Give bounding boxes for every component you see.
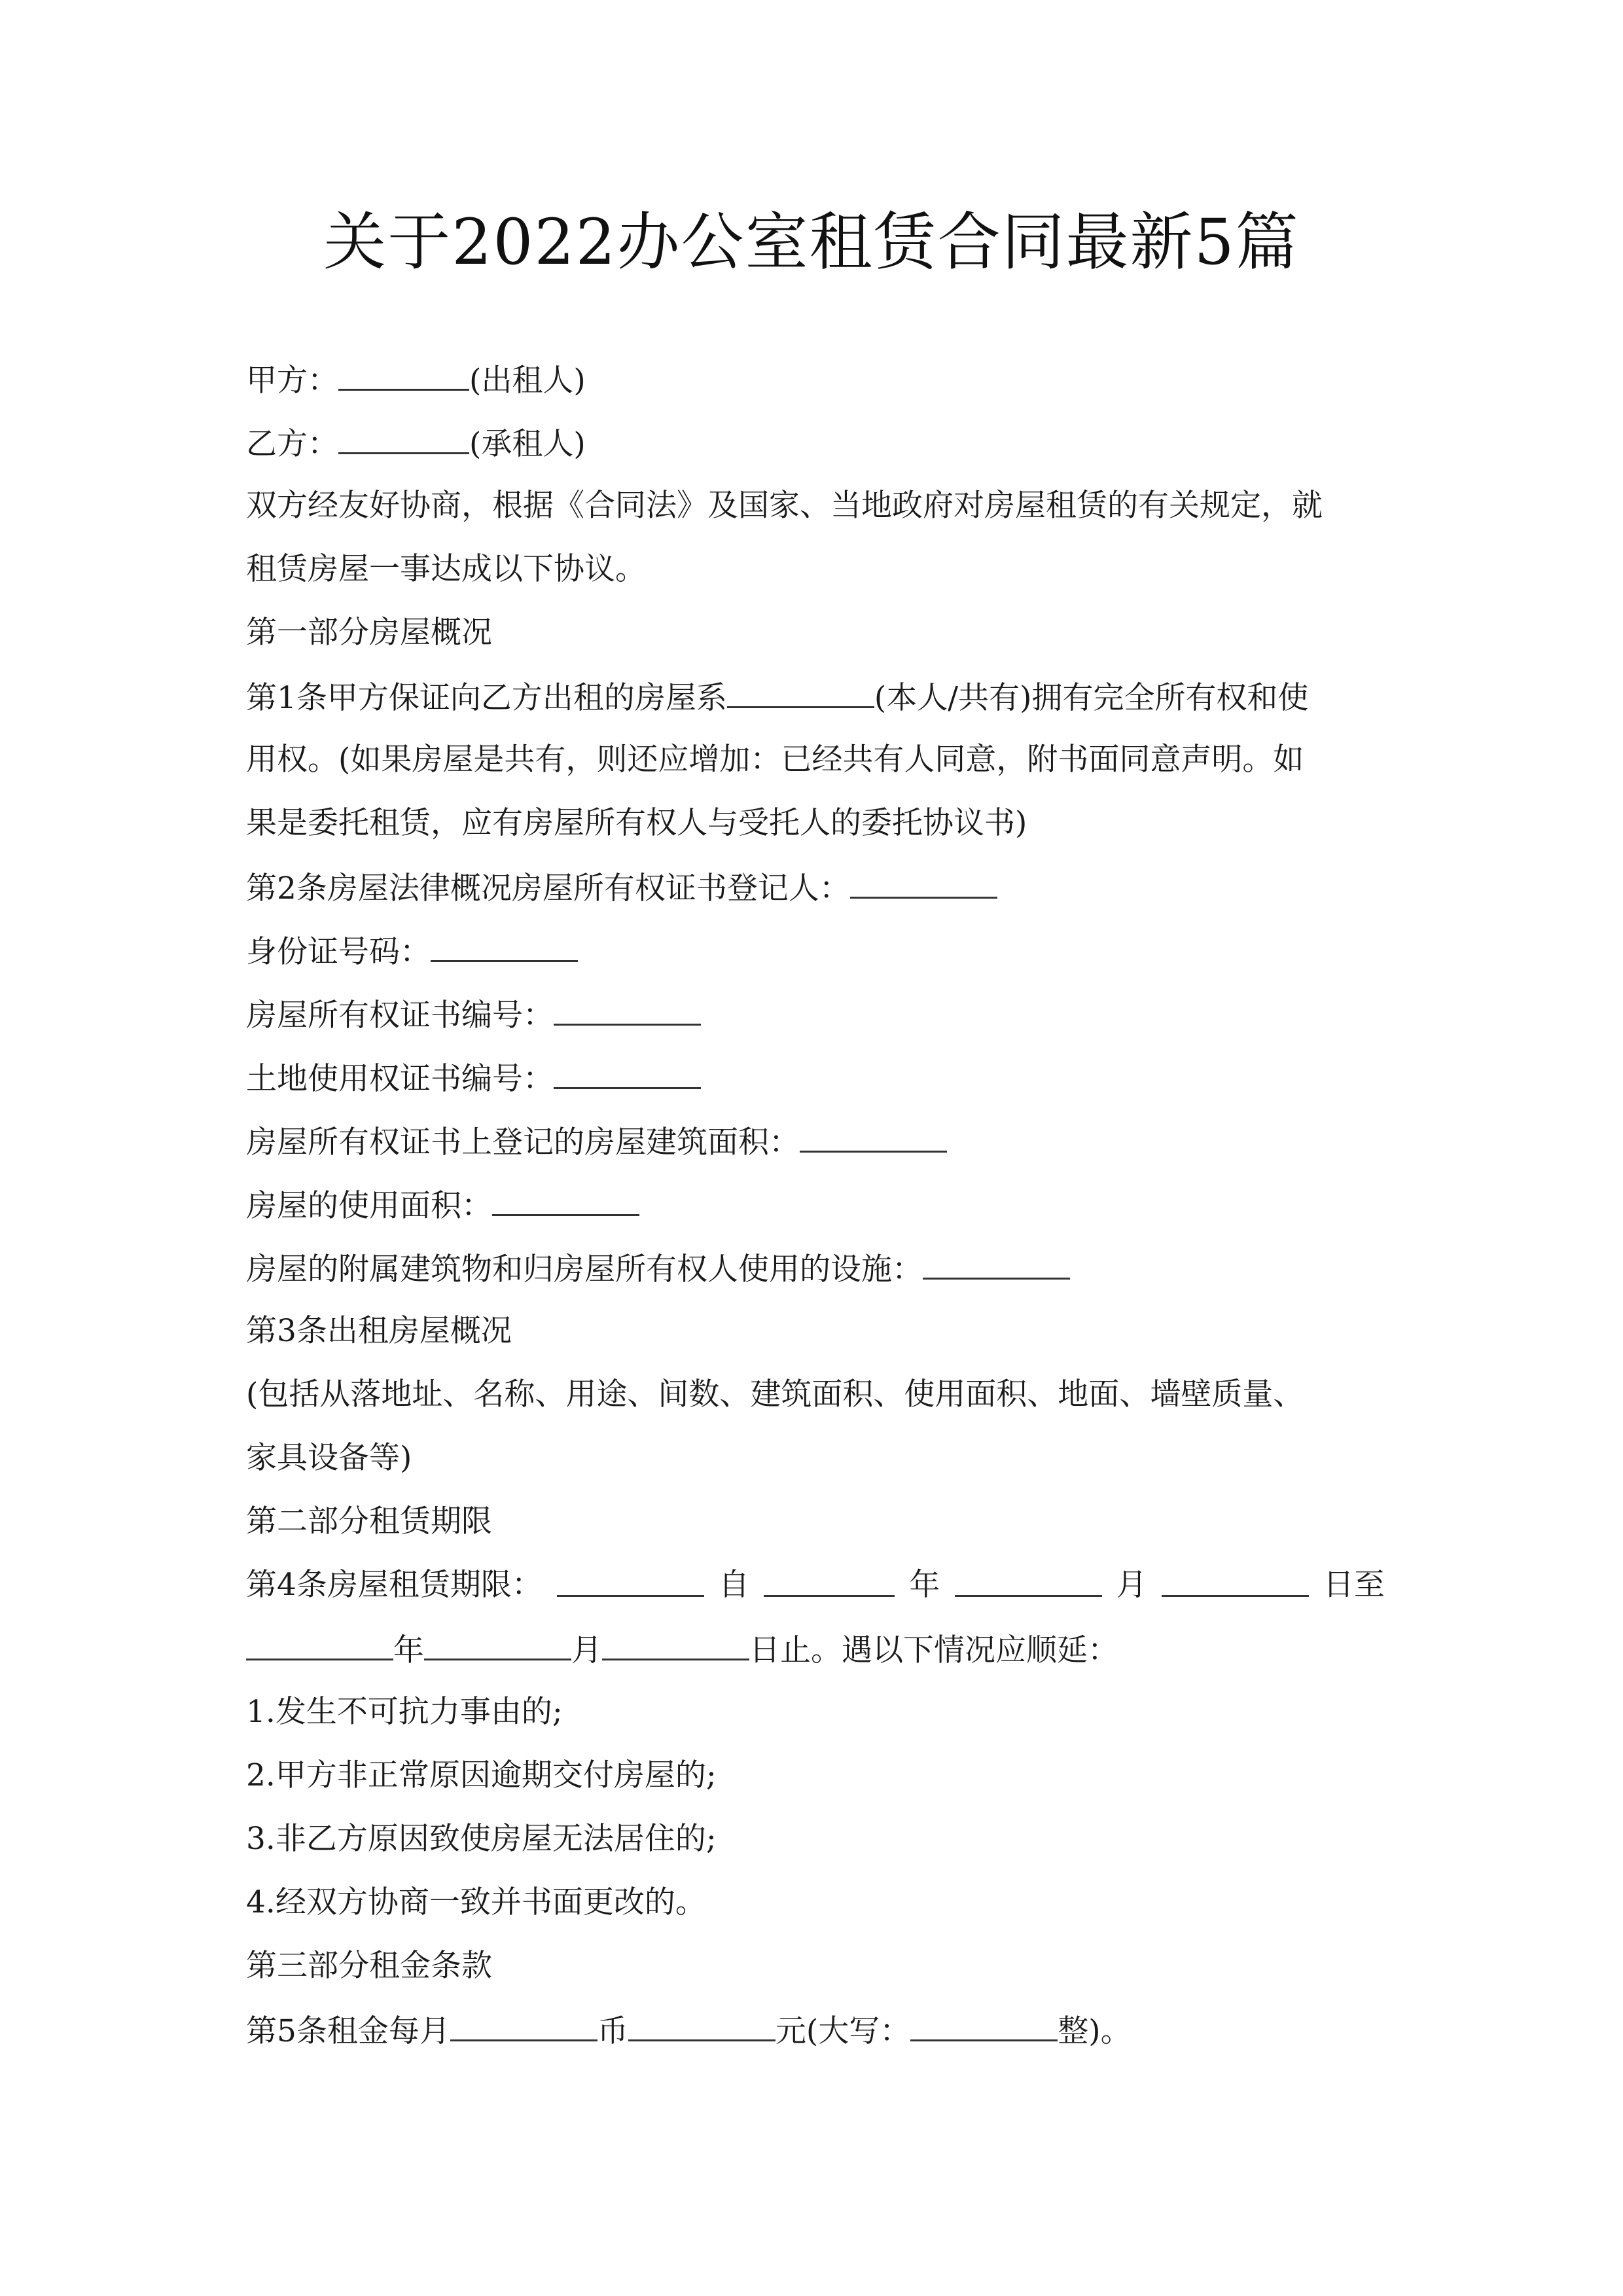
party-a-line <box>246 357 1385 403</box>
art4-month: 月 <box>1116 1567 1147 1603</box>
art5-end: 整)。 <box>1058 2013 1132 2049</box>
art1-text-pre: 第1条甲方保证向乙方出租的房屋系 <box>246 680 727 716</box>
art2-text: 第2条房屋法律概况房屋所有权证书登记人： <box>246 870 850 906</box>
art4-start-blank[interactable] <box>557 1564 704 1597</box>
art4-end-month: 月 <box>571 1632 602 1668</box>
art4-start-day-blank[interactable] <box>1162 1564 1309 1597</box>
cert-number-label: 房屋所有权证书编号： <box>246 997 554 1033</box>
list-item-2: 2.甲方非正常原因逾期交付房屋的; <box>246 1757 717 1793</box>
art5-pre: 第5条租金每月 <box>246 2013 450 2049</box>
attached-line <box>246 1246 1385 1291</box>
art4-end-year-blank[interactable] <box>246 1627 393 1660</box>
party-b-role: (承租人) <box>469 426 586 462</box>
art5-line <box>246 2008 1385 2053</box>
list-item-1: 1.发生不可抗力事由的; <box>246 1694 563 1730</box>
art4-start-year-blank[interactable] <box>764 1564 895 1597</box>
art4-start-month-blank[interactable] <box>955 1564 1102 1597</box>
art4-end-text: 日止。遇以下情况应顺延： <box>749 1632 1118 1668</box>
land-cert-label: 土地使用权证书编号： <box>246 1061 554 1097</box>
art1-text-post: (本人/共有)拥有完全所有权和使 <box>874 680 1309 716</box>
cert-number-blank[interactable] <box>554 992 701 1026</box>
art2-line <box>246 865 1385 910</box>
document-title: 关于2022办公室租赁合同最新5篇 <box>323 206 1300 279</box>
art3-desc-line-1: (包括从落地址、名称、用途、间数、建筑面积、使用面积、地面、墙壁质量、 <box>246 1376 1304 1412</box>
party-a-label: 甲方： <box>246 363 338 399</box>
cert-number-line <box>246 992 1385 1037</box>
art1-owner-blank[interactable] <box>727 675 874 708</box>
part2-heading: 第二部分租赁期限 <box>246 1503 492 1539</box>
art4-year: 年 <box>909 1567 940 1603</box>
usable-area-line <box>246 1183 1385 1228</box>
art1-line-2: 用权。(如果房屋是共有，则还应增加：已经共有人同意，附书面同意声明。如 <box>246 742 1304 778</box>
usable-area-blank[interactable] <box>492 1183 639 1216</box>
art4-line-1 <box>246 1564 1385 1607</box>
art5-amount-blank[interactable] <box>628 2008 776 2041</box>
intro-line-1: 双方经友好协商，根据《合同法》及国家、当地政府对房屋租赁的有关规定，就 <box>246 488 1323 524</box>
art5-currency: 币 <box>597 2013 628 2049</box>
land-cert-line <box>246 1056 1385 1101</box>
party-b-blank[interactable] <box>338 421 469 454</box>
party-b-line <box>246 421 1385 466</box>
art4-end-month-blank[interactable] <box>424 1627 571 1660</box>
id-number-line <box>246 929 1385 974</box>
part3-heading: 第三部分租金条款 <box>246 1948 492 1984</box>
art3-desc-line-2: 家具设备等) <box>246 1440 412 1476</box>
land-cert-blank[interactable] <box>554 1056 701 1089</box>
art4-from: 自 <box>719 1567 750 1603</box>
art1-line-3: 果是委托租赁，应有房屋所有权人与受托人的委托协议书) <box>246 805 1027 841</box>
registrant-blank[interactable] <box>850 865 997 899</box>
party-b-label: 乙方： <box>246 426 338 462</box>
art4-line-2 <box>246 1627 1385 1672</box>
list-item-3: 3.非乙方原因致使房屋无法居住的; <box>246 1821 717 1857</box>
art1-line-1 <box>246 675 1385 720</box>
art3-heading: 第3条出租房屋概况 <box>246 1313 512 1349</box>
art4-day-to: 日至 <box>1323 1567 1385 1603</box>
intro-line-2: 租赁房屋一事达成以下协议。 <box>246 551 646 587</box>
art5-currency-blank[interactable] <box>450 2008 597 2041</box>
id-number-blank[interactable] <box>431 929 578 962</box>
attached-blank[interactable] <box>923 1246 1070 1280</box>
art4-end-day-blank[interactable] <box>602 1627 749 1660</box>
art5-yuan: 元(大写： <box>775 2013 911 2049</box>
usable-area-label: 房屋的使用面积： <box>246 1188 492 1224</box>
part1-heading: 第一部分房屋概况 <box>246 615 492 651</box>
party-a-blank[interactable] <box>338 357 469 391</box>
party-a-role: (出租人) <box>469 363 586 399</box>
art5-uppercase-blank[interactable] <box>910 2008 1058 2041</box>
list-item-4: 4.经双方协商一致并书面更改的。 <box>246 1884 706 1920</box>
art4-end-year: 年 <box>393 1632 424 1668</box>
building-area-blank[interactable] <box>800 1119 947 1153</box>
building-area-line <box>246 1119 1385 1164</box>
attached-label: 房屋的附属建筑物和归房屋所有权人使用的设施： <box>246 1251 923 1287</box>
building-area-label: 房屋所有权证书上登记的房屋建筑面积： <box>246 1124 800 1160</box>
art4-label: 第4条房屋租赁期限： <box>246 1567 543 1603</box>
id-number-label: 身份证号码： <box>246 934 431 970</box>
